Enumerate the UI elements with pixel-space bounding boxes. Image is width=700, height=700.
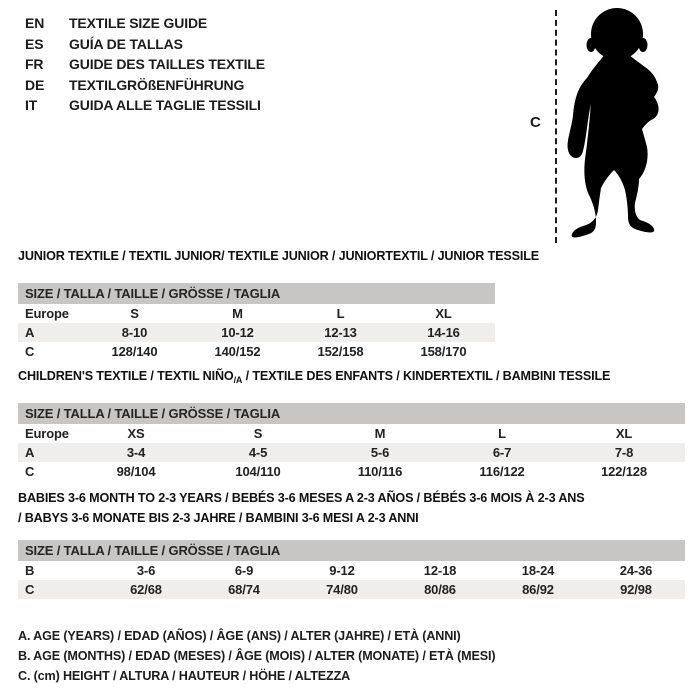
months-cell: 6-9 <box>234 563 254 578</box>
table-row-height <box>18 462 685 481</box>
size-header-bar: SIZE / TALLA / TAILLE / GRÖSSE / TAGLIA <box>18 283 495 304</box>
language-row-en <box>25 13 265 34</box>
row-label: C <box>25 582 35 597</box>
table-row-months <box>18 561 685 580</box>
row-label: Europe <box>25 306 69 321</box>
age-cell: 7-8 <box>614 445 634 460</box>
height-cell: 62/68 <box>130 582 162 597</box>
language-row-fr <box>25 54 265 75</box>
legend-footnotes <box>18 626 495 686</box>
table-row-height <box>18 580 685 599</box>
language-code: EN <box>25 15 45 32</box>
row-label: Europe <box>25 426 69 441</box>
size-cell: M <box>374 426 386 441</box>
language-label: GUIDA ALLE TAGLIE TESSILI <box>69 97 261 114</box>
size-cell: S <box>130 306 139 321</box>
language-code: IT <box>25 97 38 114</box>
age-cell: 8-10 <box>121 325 148 340</box>
table-row-age <box>18 323 495 342</box>
height-cell: 92/98 <box>620 582 652 597</box>
size-cell: M <box>232 306 243 321</box>
footnote-b: B. AGE (MONTHS) / EDAD (MESES) / ÂGE (MOIS) / ALTER (MONATE) / ETÀ (MESI) <box>18 649 496 663</box>
size-cell: XS <box>127 426 145 441</box>
footnote-a: A. AGE (YEARS) / EDAD (AÑOS) / ÂGE (ANS) / ALTER (JAHRE) / ETÀ (ANNI) <box>18 629 461 643</box>
height-cell: 140/152 <box>214 344 261 359</box>
language-label: TEXTILGRÖßENFÜHRUNG <box>69 76 245 93</box>
height-cell: 122/128 <box>601 464 647 479</box>
height-cell: 158/170 <box>420 344 467 359</box>
age-cell: 10-12 <box>221 325 254 340</box>
size-cell: XL <box>435 306 452 321</box>
language-row-de <box>25 75 265 96</box>
height-cell: 74/80 <box>326 582 358 597</box>
height-cell: 116/122 <box>479 464 525 479</box>
row-label: A <box>25 445 35 460</box>
size-header-bar: SIZE / TALLA / TAILLE / GRÖSSE / TAGLIA <box>18 540 685 561</box>
children-section-title <box>18 369 610 385</box>
footnote-c: C. (cm) HEIGHT / ALTURA / HAUTEUR / HÖHE / ALTEZZA <box>18 669 351 683</box>
age-cell: 6-7 <box>492 445 512 460</box>
junior-section-title: JUNIOR TEXTILE / TEXTIL JUNIOR/ TEXTILE JUNIOR / JUNIORTEXTIL / JUNIOR TESSILE <box>18 249 540 263</box>
language-title-block <box>25 13 265 116</box>
height-cell: 80/86 <box>424 582 456 597</box>
size-cell: L <box>336 306 345 321</box>
babies-section <box>18 489 590 528</box>
size-cell: L <box>498 426 506 441</box>
language-label: GUIDE DES TAILLES TEXTILE <box>69 56 265 73</box>
height-cell: 152/158 <box>317 344 364 359</box>
size-cell: S <box>253 426 263 441</box>
language-code: DE <box>25 76 45 93</box>
language-row-it <box>25 95 265 116</box>
height-cell: 128/140 <box>111 344 158 359</box>
height-cell: 98/104 <box>116 464 156 479</box>
language-row-es <box>25 34 265 55</box>
table-row-height <box>18 342 495 361</box>
age-cell: 5-6 <box>370 445 390 460</box>
height-measure-dashed-line <box>555 10 557 243</box>
months-cell: 12-18 <box>423 563 457 578</box>
junior-table-wrap <box>18 283 495 361</box>
age-cell: 12-13 <box>324 325 357 340</box>
height-cell: 68/74 <box>228 582 260 597</box>
size-header-bar: SIZE / TALLA / TAILLE / GRÖSSE / TAGLIA <box>18 403 685 424</box>
table-row-age <box>18 443 685 462</box>
babies-table-wrap <box>18 540 685 599</box>
junior-section <box>18 249 539 263</box>
measure-label-c: C <box>530 114 541 131</box>
age-cell: 3-4 <box>126 445 146 460</box>
row-label: C <box>25 344 35 359</box>
children-title-subscript: /A <box>233 375 243 385</box>
months-cell: 3-6 <box>136 563 156 578</box>
language-label: GUÍA DE TALLAS <box>69 35 183 52</box>
children-size-table <box>18 403 685 481</box>
children-table-wrap <box>18 403 685 481</box>
babies-section-title: BABIES 3-6 MONTH TO 2-3 YEARS / BEBÉS 3-6 MESES A 2-3 AÑOS / BÉBÉS 3-6 MOIS À 2-3 ANS / BABYS 3-6 MONATE BIS 2-3 JAHRE / BAMBINI 3-6 MESI A 2-3 ANNI <box>18 491 585 525</box>
height-cell: 86/92 <box>522 582 554 597</box>
language-code: ES <box>25 35 44 52</box>
height-cell: 110/116 <box>357 464 403 479</box>
children-title-post: / TEXTILE DES ENFANTS / KINDERTEXTIL / BAMBINI TESSILE <box>242 369 611 383</box>
language-code: FR <box>25 56 44 73</box>
age-cell: 4-5 <box>248 445 268 460</box>
height-cell: 104/110 <box>235 464 281 479</box>
months-cell: 24-36 <box>619 563 653 578</box>
months-cell: 18-24 <box>521 563 555 578</box>
row-label: C <box>25 464 35 479</box>
row-label: A <box>25 325 35 340</box>
junior-size-table <box>18 283 495 361</box>
table-row-europe <box>18 424 685 443</box>
language-label: TEXTILE SIZE GUIDE <box>69 15 208 32</box>
toddler-silhouette-image <box>561 4 666 246</box>
children-title-pre: CHILDREN'S TEXTILE / TEXTIL NIÑO <box>18 369 234 383</box>
babies-size-table <box>18 540 685 599</box>
table-row-europe <box>18 304 495 323</box>
size-cell: XL <box>615 426 633 441</box>
children-section <box>18 369 610 385</box>
months-cell: 9-12 <box>329 563 355 578</box>
age-cell: 14-16 <box>427 325 460 340</box>
row-label: B <box>25 563 35 578</box>
